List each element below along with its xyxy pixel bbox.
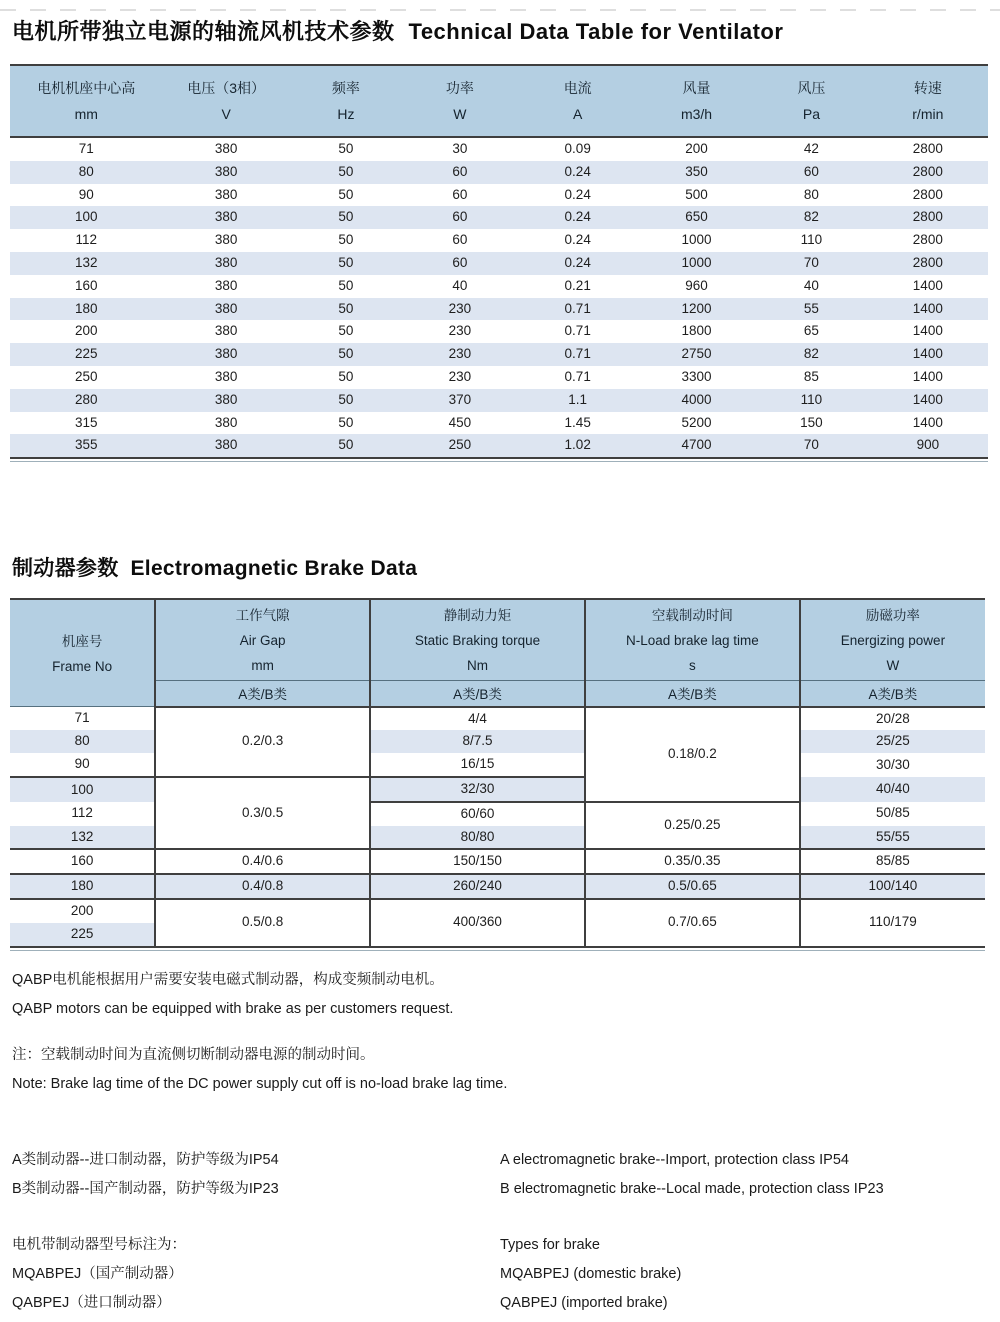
subheader-airgap-class: A类/B类	[155, 681, 370, 707]
ventilator-cell: 380	[214, 186, 238, 202]
ventilator-row	[10, 412, 988, 435]
ventilator-cell: 50	[338, 163, 354, 179]
ventilator-cell: 50	[338, 186, 354, 202]
ventilator-cell: 65	[803, 323, 819, 339]
ventilator-cell: 50	[338, 437, 354, 453]
ventilator-cell: 900	[916, 437, 940, 453]
ventilator-cell: 380	[214, 163, 238, 179]
types-title-row	[12, 1231, 1000, 1260]
ventilator-cell: 180	[75, 300, 98, 316]
types-title-en: Types for brake	[500, 1236, 600, 1253]
ventilator-cell: 1800	[681, 323, 712, 339]
brake-table-wrap	[10, 598, 985, 950]
ventilator-cell: 280	[75, 391, 98, 407]
ventilator-cell: 380	[214, 141, 238, 156]
ventilator-cell: 50	[338, 368, 354, 384]
ventilator-cell: 380	[214, 254, 238, 270]
ventilator-cell: 30	[452, 141, 468, 156]
brake-title-en: Electromagnetic Brake Data	[130, 557, 418, 581]
ventilator-title	[12, 18, 1000, 46]
brake-header-power: 励磁功率 Energizing power W	[800, 599, 985, 681]
ventilator-cell: 2800	[912, 186, 943, 202]
ventilator-row	[10, 275, 988, 298]
ventilator-cell: 70	[803, 437, 819, 453]
brake-header-row	[10, 599, 985, 681]
frame-header-en: Frame No	[52, 658, 113, 674]
ventilator-cell: 50	[338, 300, 354, 316]
ventilator-column-header: 风压 Pa	[755, 65, 867, 137]
torque-cell: 4/4	[370, 707, 585, 731]
class-a-zh: A类制动器--进口制动器，防护等级为IP54	[12, 1151, 279, 1168]
ventilator-column-header: 频率 Hz	[290, 65, 402, 137]
type-mqabpej-row	[12, 1260, 1000, 1289]
brake-class-note	[12, 1146, 1000, 1204]
ventilator-cell: 350	[685, 163, 708, 179]
ventilator-table-header	[10, 65, 988, 137]
ventilator-cell: 2800	[912, 254, 943, 270]
ventilator-row	[10, 229, 988, 252]
ventilator-cell: 50	[338, 141, 354, 156]
ventilator-cell: 1400	[912, 300, 943, 316]
ventilator-cell: 50	[338, 254, 354, 270]
ventilator-cell: 82	[803, 346, 819, 362]
ventilator-cell: 0.71	[564, 323, 591, 339]
brake-table-body	[10, 707, 985, 947]
ventilator-cell: 230	[448, 368, 472, 384]
ventilator-table-body	[10, 137, 988, 458]
ventilator-cell: 50	[338, 414, 354, 430]
brake-header-airgap: 工作气隙 Air Gap mm	[155, 599, 370, 681]
type-qabpej-row	[12, 1289, 1000, 1318]
torque-cell: 80/80	[370, 826, 585, 850]
ventilator-title-en: Technical Data Table for Ventilator	[408, 19, 784, 44]
ventilator-cell: 1.02	[564, 437, 591, 453]
ventilator-row	[10, 298, 988, 321]
ventilator-cell: 650	[685, 209, 708, 225]
power-cell: 110/179	[800, 899, 985, 947]
brake-row-200	[10, 899, 985, 923]
ventilator-cell: 230	[448, 346, 472, 362]
ventilator-cell: 85	[803, 368, 819, 384]
ventilator-cell: 110	[800, 232, 823, 248]
frame-cell: 100	[10, 777, 155, 802]
ventilator-row	[10, 366, 988, 389]
ventilator-cell: 55	[803, 300, 819, 316]
brake-row-71	[10, 707, 985, 731]
lagtime-note-zh: 注：空载制动时间为直流侧切断制动器电源的制动时间。	[12, 1046, 375, 1063]
frame-header-zh: 机座号	[61, 633, 103, 649]
ventilator-cell: 0.09	[564, 141, 591, 156]
ventilator-cell: 0.71	[564, 300, 591, 316]
ventilator-cell: 1400	[912, 277, 943, 293]
ventilator-cell: 112	[75, 232, 98, 248]
ventilator-cell: 370	[448, 391, 472, 407]
frame-cell: 180	[10, 874, 155, 899]
ventilator-cell: 380	[214, 323, 238, 339]
ventilator-cell: 4000	[681, 391, 712, 407]
ventilator-row	[10, 184, 988, 207]
lagtime-cell: 0.5/0.65	[585, 874, 800, 899]
ventilator-cell: 150	[800, 414, 823, 430]
brake-row-180	[10, 874, 985, 899]
airgap-cell: 0.3/0.5	[155, 777, 370, 849]
ventilator-cell: 60	[803, 163, 819, 179]
ventilator-cell: 1.45	[564, 414, 591, 430]
ventilator-cell: 380	[214, 391, 238, 407]
ventilator-cell: 250	[75, 368, 98, 384]
ventilator-cell: 450	[448, 414, 472, 430]
ventilator-cell: 160	[75, 277, 98, 293]
ventilator-header-row	[10, 65, 988, 137]
lagtime-note-en: Note: Brake lag time of the DC power supply cut off is no-load brake lag time.	[12, 1075, 508, 1092]
ventilator-cell: 250	[448, 437, 472, 453]
ventilator-cell: 1000	[681, 232, 712, 248]
ventilator-cell: 0.71	[564, 346, 591, 362]
ventilator-cell: 200	[685, 141, 708, 156]
airgap-cell: 0.5/0.8	[155, 899, 370, 947]
ventilator-cell: 60	[452, 163, 468, 179]
frame-cell: 80	[10, 730, 155, 753]
ventilator-cell: 50	[338, 346, 354, 362]
ventilator-cell: 5200	[681, 414, 712, 430]
brake-header-frame	[10, 599, 155, 707]
type-mqabpej-en: MQABPEJ (domestic brake)	[500, 1265, 682, 1282]
ventilator-cell: 0.24	[564, 254, 591, 270]
ventilator-cell: 3300	[681, 368, 712, 384]
ventilator-cell: 2750	[681, 346, 712, 362]
ventilator-cell: 82	[803, 209, 819, 225]
qabp-note	[12, 966, 1000, 1024]
torque-cell: 32/30	[370, 777, 585, 802]
ventilator-cell: 0.21	[564, 277, 591, 293]
torque-cell: 60/60	[370, 802, 585, 826]
class-b-row	[12, 1175, 1000, 1204]
airgap-cell: 0.2/0.3	[155, 707, 370, 777]
ventilator-cell: 355	[75, 437, 98, 453]
ventilator-cell: 60	[452, 254, 468, 270]
lagtime-cell: 0.7/0.65	[585, 899, 800, 947]
ventilator-cell: 40	[803, 277, 819, 293]
ventilator-cell: 4700	[681, 437, 712, 453]
ventilator-cell: 80	[78, 163, 94, 179]
ventilator-cell: 50	[338, 391, 354, 407]
ventilator-cell: 80	[803, 186, 819, 202]
ventilator-cell: 60	[452, 209, 468, 225]
ventilator-cell: 1400	[912, 368, 943, 384]
ventilator-row	[10, 137, 988, 161]
ventilator-column-header: 电压（3相） V	[163, 65, 290, 137]
ventilator-cell: 0.24	[564, 163, 591, 179]
power-cell: 20/28	[800, 707, 985, 731]
airgap-cell: 0.4/0.8	[155, 874, 370, 899]
class-b-zh: B类制动器--国产制动器，防护等级为IP23	[12, 1180, 279, 1197]
scan-artifact-line	[0, 9, 1000, 11]
power-cell: 55/55	[800, 826, 985, 850]
type-qabpej-zh: QABPEJ（进口制动器）	[12, 1294, 171, 1311]
ventilator-column-header: 转速 r/min	[868, 65, 988, 137]
ventilator-cell: 60	[452, 186, 468, 202]
qabp-note-zh: QABP电机能根据用户需要安装电磁式制动器，构成变频制动电机。	[12, 971, 444, 988]
ventilator-cell: 2800	[912, 232, 943, 248]
frame-cell: 90	[10, 753, 155, 777]
brake-table	[10, 598, 985, 947]
ventilator-column-header: 电机机座中心高 mm	[10, 65, 163, 137]
ventilator-table	[10, 64, 988, 459]
brake-row-100	[10, 777, 985, 802]
ventilator-cell: 1000	[681, 254, 712, 270]
ventilator-cell: 380	[214, 368, 238, 384]
ventilator-cell: 50	[338, 209, 354, 225]
ventilator-row	[10, 389, 988, 412]
ventilator-cell: 0.24	[564, 209, 591, 225]
ventilator-cell: 500	[685, 186, 708, 202]
ventilator-cell: 1400	[912, 391, 943, 407]
brake-types-note	[12, 1231, 1000, 1318]
brake-header-torque: 静制动力矩 Static Braking torque Nm	[370, 599, 585, 681]
ventilator-cell: 90	[78, 186, 94, 202]
ventilator-cell: 380	[214, 437, 238, 453]
ventilator-cell: 40	[452, 277, 468, 293]
ventilator-cell: 380	[214, 346, 238, 362]
frame-cell: 112	[10, 802, 155, 826]
brake-header-lagtime: 空载制动时间 N-Load brake lag time s	[585, 599, 800, 681]
ventilator-title-zh: 电机所带独立电源的轴流风机技术参数	[12, 19, 395, 44]
brake-title	[12, 556, 1000, 582]
ventilator-cell: 1400	[912, 323, 943, 339]
ventilator-cell: 100	[75, 209, 98, 225]
subheader-torque-class: A类/B类	[370, 681, 585, 707]
power-cell: 30/30	[800, 753, 985, 777]
brake-title-zh: 制动器参数	[12, 557, 119, 581]
ventilator-cell: 200	[75, 323, 98, 339]
lagtime-cell: 0.25/0.25	[585, 802, 800, 850]
frame-cell: 71	[10, 707, 155, 731]
type-mqabpej-zh: MQABPEJ（国产制动器）	[12, 1265, 183, 1282]
ventilator-column-header: 电流 A	[518, 65, 638, 137]
subheader-power-class: A类/B类	[800, 681, 985, 707]
ventilator-column-header: 功率 W	[402, 65, 517, 137]
ventilator-cell: 71	[78, 141, 94, 156]
ventilator-cell: 2800	[912, 209, 943, 225]
types-title-zh: 电机带制动器型号标注为：	[12, 1236, 186, 1253]
ventilator-cell: 230	[448, 323, 472, 339]
torque-cell: 400/360	[370, 899, 585, 947]
frame-cell: 200	[10, 899, 155, 923]
brake-row-160	[10, 849, 985, 874]
ventilator-cell: 960	[685, 277, 708, 293]
torque-cell: 150/150	[370, 849, 585, 874]
ventilator-cell: 0.71	[564, 368, 591, 384]
lagtime-note	[12, 1041, 1000, 1099]
class-a-row	[12, 1146, 1000, 1175]
ventilator-cell: 2800	[912, 163, 943, 179]
ventilator-row	[10, 161, 988, 184]
brake-subheader-row	[10, 681, 985, 707]
qabp-note-en: QABP motors can be equipped with brake as per customers request.	[12, 1000, 454, 1017]
ventilator-cell: 50	[338, 232, 354, 248]
ventilator-cell: 1400	[912, 414, 943, 430]
ventilator-cell: 50	[338, 277, 354, 293]
ventilator-cell: 1200	[681, 300, 712, 316]
ventilator-cell: 50	[338, 323, 354, 339]
ventilator-cell: 110	[800, 391, 823, 407]
ventilator-cell: 132	[75, 254, 98, 270]
ventilator-row	[10, 343, 988, 366]
ventilator-cell: 0.24	[564, 186, 591, 202]
ventilator-cell: 380	[214, 300, 238, 316]
lagtime-cell: 0.18/0.2	[585, 707, 800, 802]
power-cell: 100/140	[800, 874, 985, 899]
ventilator-row	[10, 252, 988, 275]
power-cell: 85/85	[800, 849, 985, 874]
type-qabpej-en: QABPEJ (imported brake)	[500, 1294, 668, 1311]
power-cell: 50/85	[800, 802, 985, 826]
ventilator-row	[10, 434, 988, 458]
frame-cell: 225	[10, 923, 155, 947]
ventilator-cell: 380	[214, 209, 238, 225]
ventilator-row	[10, 206, 988, 229]
ventilator-column-header: 风量 m3/h	[638, 65, 755, 137]
ventilator-cell: 2800	[912, 141, 943, 156]
torque-cell: 8/7.5	[370, 730, 585, 753]
torque-cell: 260/240	[370, 874, 585, 899]
ventilator-cell: 42	[803, 141, 819, 156]
power-cell: 40/40	[800, 777, 985, 802]
frame-cell: 160	[10, 849, 155, 874]
ventilator-cell: 380	[214, 277, 238, 293]
lagtime-cell: 0.35/0.35	[585, 849, 800, 874]
ventilator-cell: 230	[448, 300, 472, 316]
airgap-cell: 0.4/0.6	[155, 849, 370, 874]
subheader-lagtime-class: A类/B类	[585, 681, 800, 707]
class-b-en: B electromagnetic brake--Local made, protection class IP23	[500, 1180, 884, 1197]
ventilator-cell: 1.1	[568, 391, 588, 407]
brake-table-header	[10, 599, 985, 707]
ventilator-row	[10, 320, 988, 343]
class-a-en: A electromagnetic brake--Import, protection class IP54	[500, 1151, 849, 1168]
ventilator-cell: 315	[75, 414, 98, 430]
ventilator-cell: 0.24	[564, 232, 591, 248]
ventilator-cell: 380	[214, 414, 238, 430]
ventilator-cell: 1400	[912, 346, 943, 362]
ventilator-cell: 70	[803, 254, 819, 270]
ventilator-cell: 225	[75, 346, 98, 362]
ventilator-table-wrap	[10, 64, 988, 462]
torque-cell: 16/15	[370, 753, 585, 777]
ventilator-cell: 380	[214, 232, 238, 248]
power-cell: 25/25	[800, 730, 985, 753]
frame-cell: 132	[10, 826, 155, 850]
ventilator-cell: 60	[452, 232, 468, 248]
